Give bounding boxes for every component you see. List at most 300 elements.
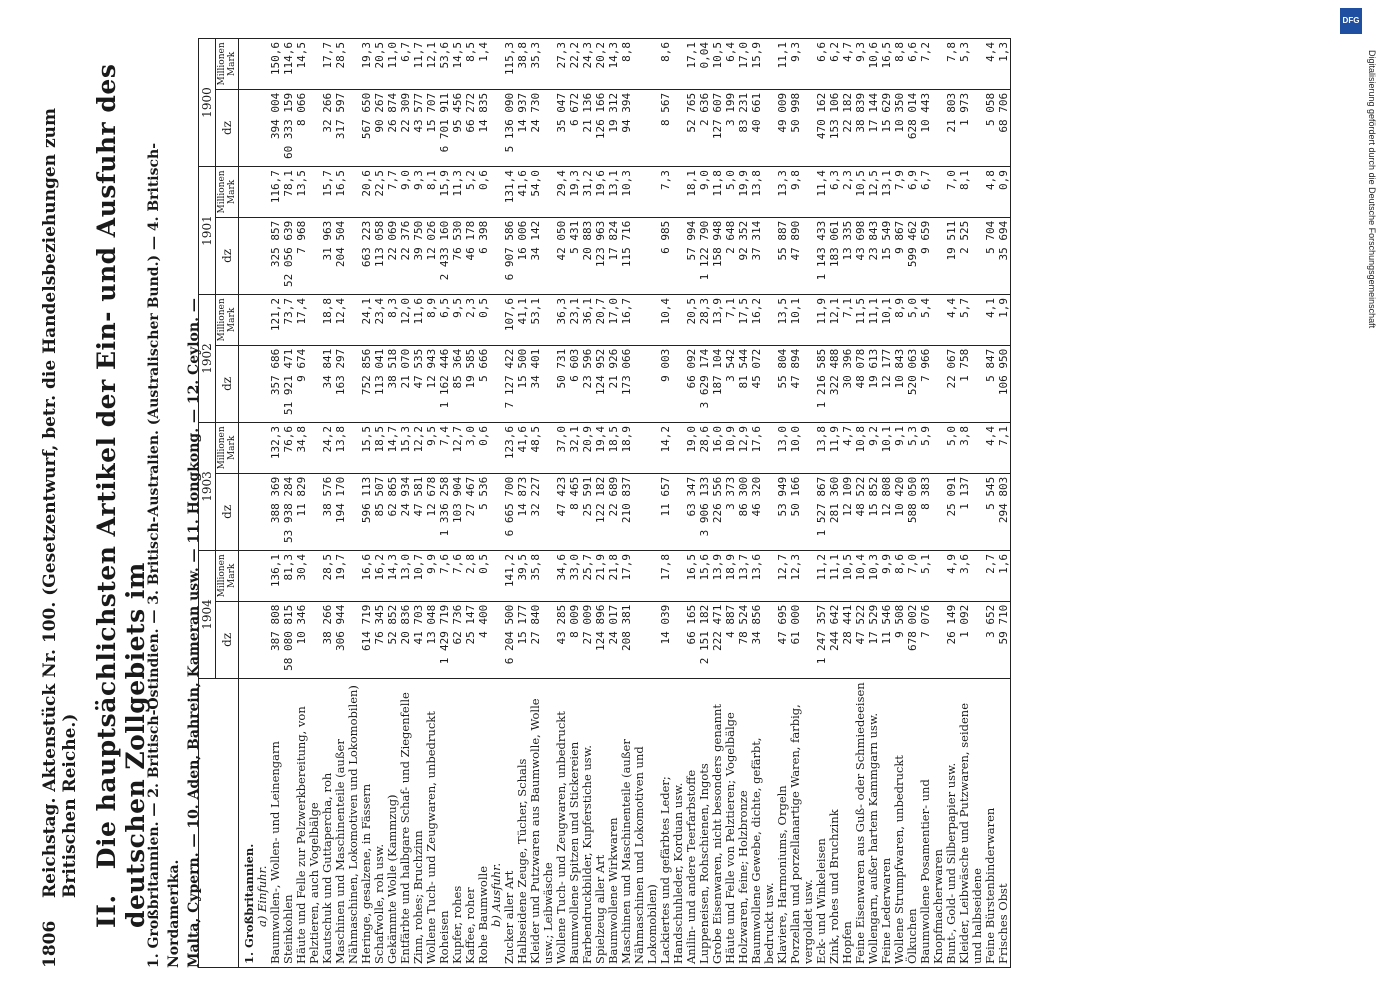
cell-dz: 17 529	[867, 601, 880, 678]
table-row	[750, 39, 776, 968]
cell-million-mark: 11,1	[776, 39, 789, 90]
year-header-row	[199, 39, 216, 968]
cell-dz: 1 247 357	[815, 601, 828, 678]
row-label: Kleider und Putzwaren aus Baumwolle, Wolle usw.; Leibwäsche	[529, 678, 555, 967]
cell-million-mark: 121,2	[269, 295, 282, 346]
cell-dz: 115 716	[620, 217, 659, 294]
unit-header-million-mark: Millionen Mark	[216, 423, 239, 474]
cell-dz: 173 066	[620, 345, 659, 422]
row-label: Maschinen und Maschinenteile (außer Nähmaschinen und Lokomotiven und Lokomobilen)	[620, 678, 659, 967]
cell-million-mark: 7,0	[906, 550, 919, 601]
cell-dz: 12 109	[841, 473, 854, 550]
cell-dz: 34 841	[321, 345, 334, 422]
cell-dz: 678 002	[906, 601, 919, 678]
row-label: Feine Bürstenbinderwaren	[984, 678, 997, 967]
cell-million-mark: 13,7	[737, 550, 750, 601]
cell-million-mark: 115,3	[503, 39, 516, 90]
table-row	[919, 39, 945, 968]
unit-header-million-mark: Millionen Mark	[216, 295, 239, 346]
cell-million-mark: 48,5	[529, 423, 555, 474]
cell-dz: 13 335	[841, 217, 854, 294]
cell-million-mark: 8,9	[425, 295, 438, 346]
cell-dz: 42 050	[555, 217, 568, 294]
cell-million-mark: 16,5	[334, 167, 360, 218]
row-label: Baumwollene Gewebe, dichte, gefärbt, bedruckt usw.	[750, 678, 776, 967]
cell-million-mark: 16,7	[620, 295, 659, 346]
cell-dz: 1 143 433	[815, 217, 828, 294]
cell-million-mark: 0,9	[997, 167, 1011, 218]
cell-million-mark: 28,6	[698, 423, 711, 474]
row-label: Heringe, gesalzene, in Fässern	[360, 678, 373, 967]
cell-dz: 20 883	[581, 217, 594, 294]
cell-dz: 47 535	[412, 345, 425, 422]
cell-million-mark: 10,8	[854, 423, 867, 474]
cell-million-mark: 10,5	[841, 550, 854, 601]
cell-million-mark: 1,9	[997, 295, 1011, 346]
cell-dz: 21 136	[581, 89, 594, 166]
row-label: Holzwaren, feine; Holzbronze	[737, 678, 750, 967]
cell-dz: 40 661	[750, 89, 776, 166]
running-title: Reichstag. Aktenstück Nr. 100. (Gesetzentwurf, betr. die Handelsbeziehungen zum Britischen Reiche.)	[40, 108, 80, 898]
cell-dz: 6 204 500	[503, 601, 516, 678]
cell-million-mark: 4,1	[984, 295, 997, 346]
cell-dz: 24 017	[607, 601, 620, 678]
cell-million-mark: 6,6	[815, 39, 828, 90]
import-label: a) Einfuhr.	[256, 678, 269, 967]
cell-dz: 7 966	[919, 345, 945, 422]
cell-million-mark: 4,4	[984, 39, 997, 90]
cell-dz: 1 137	[958, 473, 984, 550]
row-label: Gekämmte Wolle (Kammzug)	[386, 678, 399, 967]
cell-dz: 86 300	[737, 473, 750, 550]
cell-dz: 208 381	[620, 601, 659, 678]
cell-dz: 663 223	[360, 217, 373, 294]
cell-million-mark: 13,8	[750, 167, 776, 218]
cell-million-mark: 10,5	[854, 167, 867, 218]
unit-header-million-mark: Millionen Mark	[216, 550, 239, 601]
cell-million-mark: 9,5	[451, 295, 464, 346]
cell-million-mark: 12,1	[828, 295, 841, 346]
cell-dz: 53 949	[776, 473, 789, 550]
cell-dz: 187 104	[711, 345, 724, 422]
cell-dz: 6 701 911	[438, 89, 451, 166]
cell-dz: 19 312	[607, 89, 620, 166]
cell-million-mark: 9,0	[399, 167, 412, 218]
cell-million-mark: 8,8	[893, 39, 906, 90]
table-row	[867, 39, 880, 968]
cell-dz: 46 320	[750, 473, 776, 550]
cell-million-mark: 116,7	[269, 167, 282, 218]
cell-dz: 27 467	[464, 473, 477, 550]
cell-million-mark: 6,6	[906, 39, 919, 90]
cell-million-mark: 10,1	[789, 295, 815, 346]
cell-million-mark: 7,6	[451, 550, 464, 601]
cell-dz: 294 803	[997, 473, 1011, 550]
row-label: Schafwolle, roh usw.	[373, 678, 386, 967]
unit-header-million-mark: Millionen Mark	[216, 39, 239, 90]
cell-million-mark: 18,5	[607, 423, 620, 474]
cell-million-mark: 0,6	[477, 167, 490, 218]
cell-dz: 50 166	[789, 473, 815, 550]
cell-million-mark: 18,9	[620, 423, 659, 474]
cell-million-mark: 20,5	[685, 295, 698, 346]
cell-dz: 43 698	[854, 217, 867, 294]
cell-million-mark: 3,6	[958, 550, 984, 601]
cell-dz: 10 843	[893, 345, 906, 422]
cell-million-mark: 5,0	[906, 295, 919, 346]
cell-million-mark: 4,7	[841, 423, 854, 474]
cell-dz: 85 507	[373, 473, 386, 550]
cell-dz: 47 581	[412, 473, 425, 550]
cell-dz: 47 423	[555, 473, 568, 550]
cell-million-mark: 13,0	[776, 423, 789, 474]
cell-million-mark: 21,8	[607, 550, 620, 601]
cell-million-mark: 9,9	[425, 550, 438, 601]
cell-million-mark: 10,6	[867, 39, 880, 90]
cell-dz: 34 142	[529, 217, 555, 294]
row-label: Kupfer, rohes	[451, 678, 464, 967]
cell-dz: 752 856	[360, 345, 373, 422]
region-line-2: Malta, Cypern. — 10. Aden, Bahrein, Kameran usw. — 11. Hongkong. — 12. Ceylon. —	[186, 298, 202, 968]
row-label: Wollengarn, außer hartem Kammgarn usw.	[867, 678, 880, 967]
cell-dz: 226 556	[711, 473, 724, 550]
cell-million-mark: 10,7	[412, 550, 425, 601]
cell-million-mark: 19,4	[594, 423, 607, 474]
cell-million-mark: 9,8	[789, 167, 815, 218]
cell-dz: 43 577	[412, 89, 425, 166]
cell-million-mark: 23,1	[568, 295, 581, 346]
table-row	[438, 39, 451, 968]
cell-dz: 47 890	[789, 217, 815, 294]
cell-million-mark: 15,9	[438, 167, 451, 218]
cell-dz: 9 003	[659, 345, 685, 422]
title-text: Die hauptsächlichsten Artikel der Ein- und Ausfuhr des deutschen Zollgebiets im	[92, 63, 150, 928]
cell-dz: 19 585	[464, 345, 477, 422]
cell-dz: 58 080 815	[282, 601, 295, 678]
cell-dz: 5 058	[984, 89, 997, 166]
cell-dz: 52 056 639	[282, 217, 295, 294]
cell-dz: 24 730	[529, 89, 555, 166]
cell-million-mark: 11,6	[412, 295, 425, 346]
cell-dz: 12 678	[425, 473, 438, 550]
row-label: Häute und Felle zur Pelzwerkbereitung, von Pelztieren, auch Vogelbälge	[295, 678, 321, 967]
cell-dz: 47 522	[854, 601, 867, 678]
cell-dz: 1 758	[958, 345, 984, 422]
cell-million-mark: 1,3	[997, 39, 1011, 90]
cell-dz: 35 047	[555, 89, 568, 166]
cell-million-mark: 13,9	[711, 550, 724, 601]
unit-header-dz: dz	[216, 345, 239, 422]
cell-million-mark: 0,6	[477, 423, 490, 474]
cell-million-mark: 5,0	[945, 423, 958, 474]
cell-million-mark: 7,8	[945, 39, 958, 90]
cell-million-mark: 15,6	[698, 550, 711, 601]
credit-text: Digitalisierung gefördert durch die Deutsche Forschungsgemeinschaft	[1367, 50, 1377, 329]
cell-million-mark: 8,1	[425, 167, 438, 218]
cell-dz: 13 048	[425, 601, 438, 678]
cell-million-mark: 78,1	[282, 167, 295, 218]
cell-million-mark: 28,5	[321, 550, 334, 601]
cell-dz: 614 719	[360, 601, 373, 678]
cell-dz: 124 896	[594, 601, 607, 678]
cell-dz: 26 149	[945, 601, 958, 678]
running-header	[40, 38, 80, 968]
table-row	[477, 39, 490, 968]
cell-dz: 5 666	[477, 345, 490, 422]
cell-million-mark: 22,5	[373, 167, 386, 218]
cell-million-mark: 15,3	[399, 423, 412, 474]
cell-million-mark: 5,2	[464, 167, 477, 218]
cell-million-mark: 13,9	[711, 295, 724, 346]
cell-million-mark: 0,5	[477, 295, 490, 346]
cell-million-mark: 5,0	[724, 167, 737, 218]
cell-dz: 15 177	[516, 601, 529, 678]
cell-million-mark: 141,2	[503, 550, 516, 601]
row-label: Bunt-, Gold- und Silberpapier usw.	[945, 678, 958, 967]
cell-dz: 1 336 258	[438, 473, 451, 550]
row-label: Rohe Baumwolle	[477, 678, 490, 967]
cell-million-mark: 9,9	[880, 550, 893, 601]
cell-million-mark: 19,6	[594, 167, 607, 218]
cell-dz: 38 576	[321, 473, 334, 550]
cell-dz: 244 642	[828, 601, 841, 678]
cell-million-mark: 17,8	[659, 550, 685, 601]
table-row	[295, 39, 321, 968]
cell-dz: 1 527 867	[815, 473, 828, 550]
row-label: Hopfen	[841, 678, 854, 967]
cell-million-mark: 11,5	[854, 295, 867, 346]
cell-million-mark: 20,2	[594, 39, 607, 90]
cell-million-mark: 5,4	[919, 295, 945, 346]
cell-million-mark: 7,1	[724, 295, 737, 346]
cell-million-mark: 36,3	[555, 295, 568, 346]
cell-million-mark: 11,1	[867, 295, 880, 346]
row-label: Kaffee, roher	[464, 678, 477, 967]
cell-million-mark: 16,0	[711, 423, 724, 474]
row-label: Luppeneisen, Rohschienen, Ingots	[698, 678, 711, 967]
table-row	[529, 39, 555, 968]
cell-dz: 76 530	[451, 217, 464, 294]
row-label: Zinn, rohes; Bruchzinn	[412, 678, 425, 967]
cell-million-mark: 12,7	[776, 550, 789, 601]
cell-dz: 12 026	[425, 217, 438, 294]
trade-table	[198, 38, 1011, 968]
cell-dz: 122 182	[594, 473, 607, 550]
cell-million-mark: 10,3	[620, 167, 659, 218]
cell-dz: 51 921 471	[282, 345, 295, 422]
cell-million-mark: 2,8	[464, 550, 477, 601]
cell-million-mark: 10,0	[789, 423, 815, 474]
cell-million-mark: 14,5	[451, 39, 464, 90]
row-label: Maschinen und Maschinenteile (außer Nähmaschinen, Lokomotiven und Lokomobilen)	[334, 678, 360, 967]
cell-dz: 66 272	[464, 89, 477, 166]
cell-million-mark: 7,6	[438, 550, 451, 601]
cell-million-mark: 17,1	[685, 39, 698, 90]
region-list	[144, 38, 204, 968]
cell-dz: 9 867	[893, 217, 906, 294]
cell-dz: 55 804	[776, 345, 789, 422]
cell-dz: 325 857	[269, 217, 282, 294]
row-label: Zink, rohes und Bruchzink	[828, 678, 841, 967]
cell-dz: 15 549	[880, 217, 893, 294]
cell-dz: 2 525	[958, 217, 984, 294]
table-body	[239, 39, 1011, 968]
cell-dz: 6 603	[568, 345, 581, 422]
cell-million-mark: 0,04	[698, 39, 711, 90]
year-header: 1902	[199, 295, 216, 423]
cell-dz: 113 041	[373, 345, 386, 422]
cell-million-mark: 41,6	[516, 423, 529, 474]
cell-dz: 8 066	[295, 89, 321, 166]
digitization-credit	[1363, 40, 1379, 1000]
cell-million-mark: 11,7	[412, 39, 425, 90]
cell-million-mark: 20,7	[594, 295, 607, 346]
export-label: b) Ausfuhr.	[490, 678, 503, 967]
cell-million-mark: 11,8	[711, 167, 724, 218]
cell-million-mark: 81,3	[282, 550, 295, 601]
table-row	[828, 39, 841, 968]
cell-dz: 25 091	[945, 473, 958, 550]
cell-million-mark: 19,3	[360, 39, 373, 90]
cell-million-mark: 8,8	[620, 39, 659, 90]
cell-dz: 23 843	[867, 217, 880, 294]
cell-dz: 3 629 174	[698, 345, 711, 422]
label-header	[199, 678, 239, 967]
cell-dz: 50 731	[555, 345, 568, 422]
cell-dz: 43 285	[555, 601, 568, 678]
cell-dz: 60 333 159	[282, 89, 295, 166]
cell-dz: 394 004	[269, 89, 282, 166]
cell-dz: 183 061	[828, 217, 841, 294]
region-line-1: 1. Großbritannien. — 2. Britisch-Ostindien. — 3. Britisch-Australien. (Australischer Bund.) — 4. Britisch-Nordamerika.	[146, 142, 182, 968]
table-row	[789, 39, 815, 968]
cell-million-mark: 25,7	[581, 550, 594, 601]
cell-million-mark: 9,5	[425, 423, 438, 474]
table-row	[269, 39, 282, 968]
cell-dz: 22 182	[841, 89, 854, 166]
cell-million-mark: 34,6	[555, 550, 568, 601]
cell-million-mark: 15,7	[321, 167, 334, 218]
row-label: Wollene Tuch- und Zeugwaren, unbedruckt	[555, 678, 568, 967]
cell-dz: 12 943	[425, 345, 438, 422]
cell-million-mark: 5,9	[919, 423, 945, 474]
cell-dz: 2 433 160	[438, 217, 451, 294]
cell-million-mark: 29,4	[555, 167, 568, 218]
cell-million-mark: 13,5	[295, 167, 321, 218]
row-label: Kautschuk und Guttapercha, roh	[321, 678, 334, 967]
cell-dz: 14 937	[516, 89, 529, 166]
cell-dz: 113 058	[373, 217, 386, 294]
cell-dz: 66 092	[685, 345, 698, 422]
cell-dz: 8 567	[659, 89, 685, 166]
cell-million-mark: 1,4	[477, 39, 490, 90]
cell-dz: 37 314	[750, 217, 776, 294]
cell-dz: 22 069	[386, 217, 399, 294]
cell-million-mark: 54,0	[529, 167, 555, 218]
cell-dz: 39 750	[412, 217, 425, 294]
cell-dz: 7 968	[295, 217, 321, 294]
cell-dz: 5 431	[568, 217, 581, 294]
row-label: Entfärbte und halbgare Schaf- und Ziegenfelle	[399, 678, 412, 967]
table-row	[893, 39, 906, 968]
cell-million-mark: 1,6	[997, 550, 1011, 601]
cell-dz: 62 736	[451, 601, 464, 678]
cell-dz: 12 177	[880, 345, 893, 422]
unit-header-dz: dz	[216, 217, 239, 294]
cell-dz: 22 376	[399, 217, 412, 294]
cell-dz: 59 710	[997, 601, 1011, 678]
cell-million-mark: 35,3	[529, 39, 555, 90]
cell-million-mark: 11,0	[386, 39, 399, 90]
cell-million-mark: 22,2	[568, 39, 581, 90]
cell-dz: 7 076	[919, 601, 945, 678]
cell-million-mark: 28,3	[698, 295, 711, 346]
cell-million-mark: 8,6	[893, 550, 906, 601]
cell-dz: 15 707	[425, 89, 438, 166]
cell-million-mark: 7,9	[893, 167, 906, 218]
row-label: Häute und Felle von Pelztieren; Vogelbälge	[724, 678, 737, 967]
cell-million-mark: 11,4	[815, 167, 828, 218]
row-label: Frisches Obst	[997, 678, 1011, 967]
cell-dz: 10 346	[295, 601, 321, 678]
cell-dz: 6 665 700	[503, 473, 516, 550]
page-title	[92, 48, 150, 928]
cell-dz: 388 369	[269, 473, 282, 550]
cell-million-mark: 12,1	[425, 39, 438, 90]
row-label: Halbseidene Zeuge, Tücher, Schals	[516, 678, 529, 967]
cell-million-mark: 24,3	[581, 39, 594, 90]
cell-million-mark: 6,2	[828, 39, 841, 90]
cell-million-mark: 14,3	[386, 550, 399, 601]
row-label: Baumwollene Spitzen und Stickereien	[568, 678, 581, 967]
page-number: 1806	[40, 920, 60, 968]
cell-million-mark: 12,2	[412, 423, 425, 474]
row-label: Anilin- und andere Teerfarbstoffe	[685, 678, 698, 967]
cell-million-mark: 9,3	[412, 167, 425, 218]
year-header: 1900	[199, 39, 216, 167]
cell-million-mark: 17,7	[321, 39, 334, 90]
cell-million-mark: 16,5	[880, 39, 893, 90]
cell-dz: 5 847	[984, 345, 997, 422]
cell-million-mark: 38,8	[516, 39, 529, 90]
cell-million-mark: 21,9	[594, 550, 607, 601]
cell-dz: 61 000	[789, 601, 815, 678]
cell-million-mark: 15,5	[360, 423, 373, 474]
cell-dz: 1 429 719	[438, 601, 451, 678]
cell-dz: 9 659	[919, 217, 945, 294]
cell-dz: 322 488	[828, 345, 841, 422]
cell-million-mark: 132,3	[269, 423, 282, 474]
cell-million-mark: 73,7	[282, 295, 295, 346]
cell-dz: 1 216 585	[815, 345, 828, 422]
cell-million-mark: 10,3	[867, 550, 880, 601]
cell-dz: 124 952	[594, 345, 607, 422]
cell-million-mark: 13,8	[334, 423, 360, 474]
cell-million-mark: 14,5	[295, 39, 321, 90]
cell-dz: 1 973	[958, 89, 984, 166]
cell-dz: 6 672	[568, 89, 581, 166]
row-label: Steinkohlen	[282, 678, 295, 967]
cell-million-mark: 12,0	[399, 295, 412, 346]
cell-million-mark: 39,5	[516, 550, 529, 601]
cell-dz: 9 508	[893, 601, 906, 678]
cell-million-mark: 33,0	[568, 550, 581, 601]
cell-million-mark: 4,7	[841, 39, 854, 90]
row-label: Roheisen	[438, 678, 451, 967]
cell-million-mark: 2,7	[984, 550, 997, 601]
cell-dz: 63 347	[685, 473, 698, 550]
cell-million-mark: 6,3	[828, 167, 841, 218]
